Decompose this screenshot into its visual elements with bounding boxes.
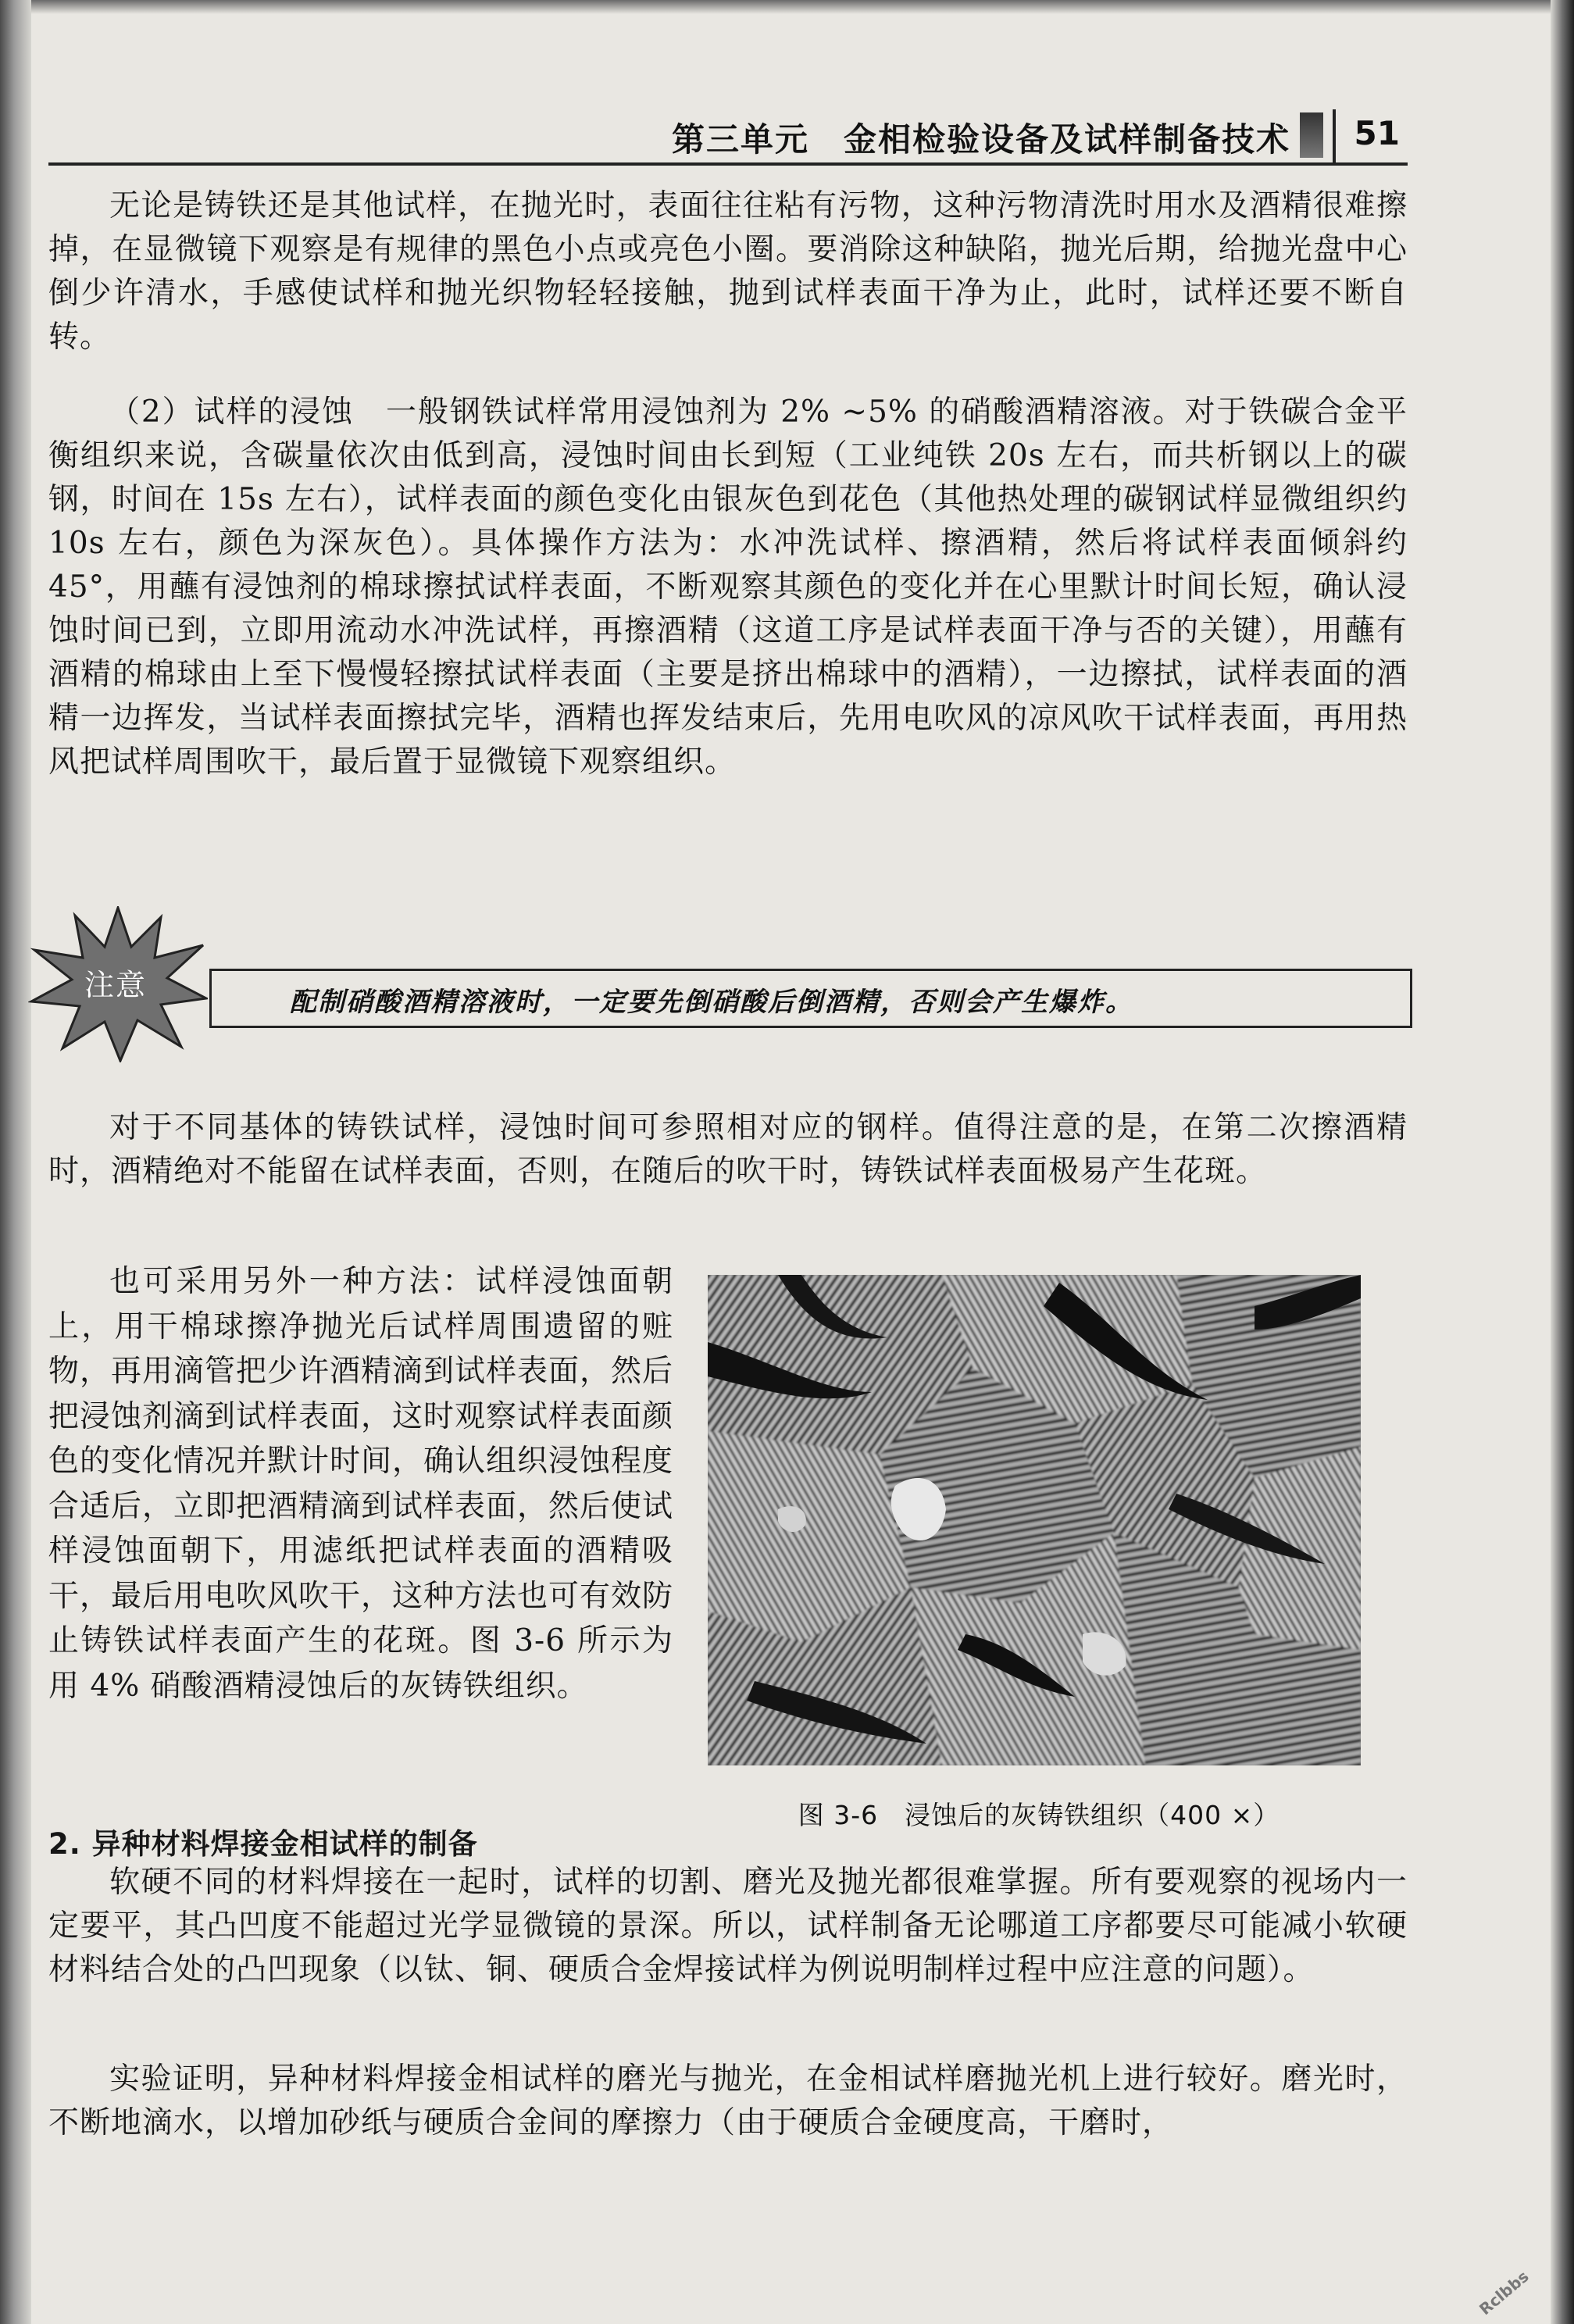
page-top-shadow <box>0 0 1574 14</box>
running-header <box>48 108 1408 166</box>
scan-watermark: Rclbbs <box>1476 2266 1533 2319</box>
page-number: 51 <box>1354 114 1400 152</box>
note-label: 注意 <box>84 968 148 1002</box>
paragraph-polishing-contaminants: 无论是铸铁还是其他试样，在抛光时，表面往往粘有污物，这种污物清洗时用水及酒精很难擦掉，在显微镜下观察是有规律的黑色小点或亮色小圈。要消除这种缺陷，抛光后期，给抛光盘中心倒少许清水，手感使试样和抛光织物轻轻接触，抛到试样表面干净为止，此时，试样还要不断自转。 <box>48 188 1408 355</box>
paragraph-specimen-etching: （2）试样的浸蚀 一般钢铁试样常用浸蚀剂为 2% ~5% 的硝酸酒精溶液。对于铁碳合金平衡组织来说，含碳量依次由低到高，浸蚀时间由长到短（工业纯铁 20s 左右，而共析钢以上的碳钢，时间在 15s 左右），试样表面的颜色变化由银灰色到花色（其他热处理的碳钢试样显微组织约 10s 左右，颜色为深灰色）。具体操作方法为：水冲洗试样、擦酒精，然后将试样表面倾斜约 45°，用蘸有浸蚀剂的棉球擦拭试样表面，不断观察其颜色的变化并在心里默计时间长短，确认浸蚀时间已到，立即用流动水冲洗试样，再擦酒精（这道工序是试样表面干净与否的关键），用蘸有酒精的棉球由上至下慢慢轻擦拭试样表面（主要是挤出棉球中的酒精），一边擦拭，试样表面的酒精一边挥发，当试样表面擦拭完毕，酒精也挥发结束后，先用电吹风的凉风吹干试样表面，再用热风把试样周围吹干，最后置于显微镜下观察组织。 <box>48 394 1408 780</box>
section-heading: 2. 异种材料焊接金相试样的制备 <box>48 1827 478 1861</box>
page-gutter-shadow <box>0 0 31 2324</box>
paragraph-alternative-method: 也可采用另外一种方法：试样浸蚀面朝上，用干棉球擦净抛光后试样周围遗留的赃物，再用滴管把少许酒精滴到试样表面，然后把浸蚀剂滴到试样表面，这时观察试样表面颜色的变化情况并默计时间，确认组织浸蚀程度合适后，立即把酒精滴到试样表面，然后使试样浸蚀面朝下，用滤纸把试样表面的酒精吸干，最后用电吹风吹干，这种方法也可有效防止铸铁试样表面产生的花斑。图 3-6 所示为用 4% 硝酸酒精浸蚀后的灰铸铁组织。 <box>48 1264 674 1704</box>
header-divider <box>1333 109 1336 164</box>
paragraph-cast-iron-etch-time: 对于不同基体的铸铁试样，浸蚀时间可参照相对应的钢样。值得注意的是，在第二次擦酒精时，酒精绝对不能留在试样表面，否则，在随后的吹干时，铸铁试样表面极易产生花斑。 <box>48 1110 1408 1189</box>
page-edge-shadow <box>1551 0 1574 2324</box>
header-tab-mark <box>1300 112 1323 158</box>
paragraph-experimental-proof: 实验证明，异种材料焊接金相试样的磨光与抛光，在金相试样磨抛光机上进行较好。磨光时，不断地滴水，以增加砂纸与硬质合金间的摩擦力（由于硬质合金硬度高，干磨时， <box>48 2062 1408 2140</box>
note-text: 配制硝酸酒精溶液时，一定要先倒硝酸后倒酒精，否则会产生爆炸。 <box>290 987 1133 1018</box>
note-box <box>209 969 1412 1028</box>
figure-caption: 图 3-6 浸蚀后的灰铸铁组织（400 ×） <box>798 1800 1280 1830</box>
micrograph-image <box>708 1275 1361 1765</box>
paragraph-dissimilar-welding: 软硬不同的材料焊接在一起时，试样的切割、磨光及抛光都很难掌握。所有要观察的视场内一定要平，其凸凹度不能超过光学显微镜的景深。所以，试样制备无论哪道工序都要尽可能减小软硬材料结合处的凸凹现象（以钛、铜、硬质合金焊接试样为例说明制样过程中应注意的问题）。 <box>48 1865 1408 1987</box>
chapter-title: 第三单元 金相检验设备及试样制备技术 <box>671 120 1290 159</box>
header-rule <box>48 162 1408 166</box>
